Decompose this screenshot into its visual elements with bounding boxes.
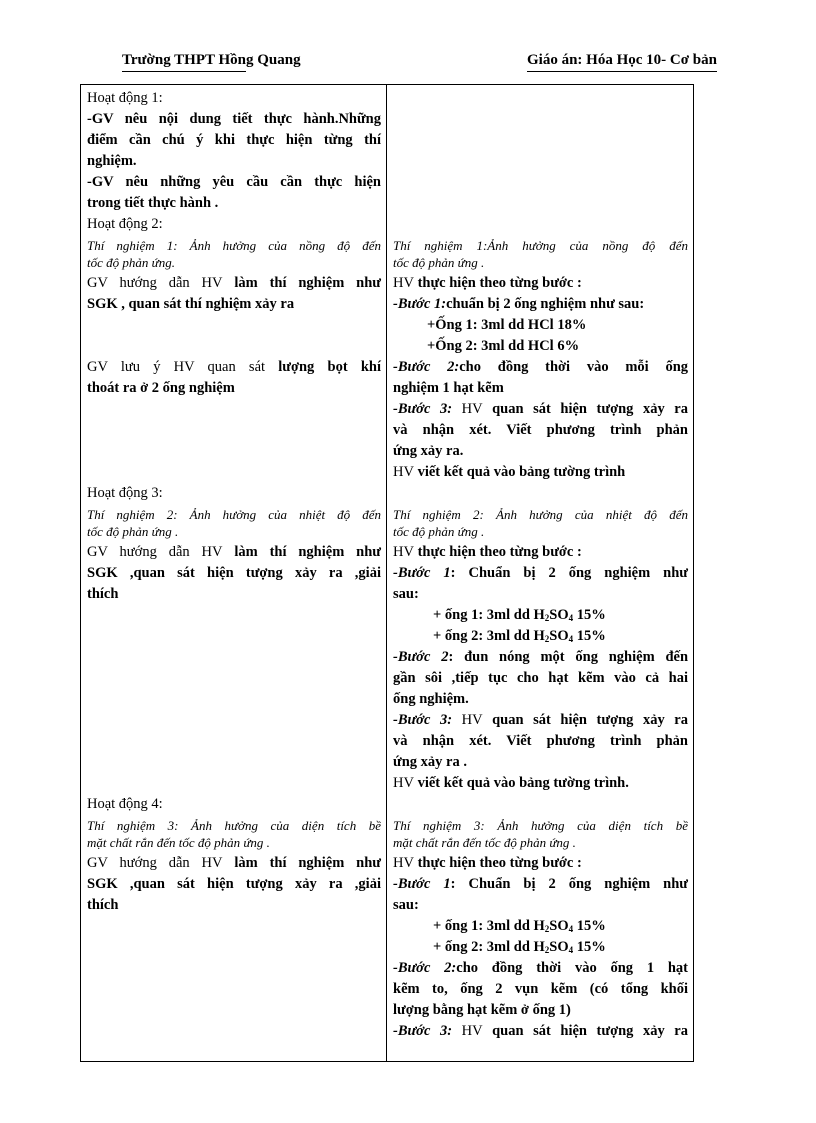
text-span: cho đồng thời vào mỗi ống — [459, 359, 689, 375]
text-line — [393, 853, 688, 874]
text-span: thực hiện theo từng bước : — [413, 544, 582, 560]
text-span: HV — [393, 544, 414, 560]
text-line — [87, 542, 381, 563]
text-line — [393, 462, 688, 483]
text-span: quan sát hiện tượng xảy ra — [482, 1023, 688, 1039]
spacer — [87, 647, 381, 668]
tube-line — [393, 916, 688, 937]
text-span: GV hướng dẫn HV — [87, 544, 223, 560]
subscript: 2 — [544, 945, 550, 955]
text-span: : Chuẩn bị 2 ống nghiệm như — [450, 876, 689, 892]
text-line: trong tiết thực hành . — [87, 195, 219, 211]
experiment-title: Thí nghiệm 2: Ảnh hưởng của nhiệt độ đến — [87, 507, 381, 522]
text-line: điểm cần chú ý khi thực hiện từng thí — [87, 132, 381, 148]
text-span: HV — [393, 775, 414, 791]
spacer — [87, 773, 381, 794]
tube-line: +Ống 2: 3ml dd HCl 6% — [427, 338, 580, 354]
text-span: HV — [393, 855, 414, 871]
text-span: HV — [452, 401, 483, 417]
text-line: sau: — [393, 586, 419, 602]
tube-line — [393, 937, 688, 958]
text-span: : Chuẩn bị 2 ống nghiệm như — [450, 565, 689, 581]
text-line: -GV nêu những yêu cầu cần thực hiện — [87, 174, 381, 190]
text-span: 15% — [573, 607, 606, 623]
text-span: + ống 1: 3ml dd H — [433, 607, 545, 623]
text-span: : đun nóng một ống nghiệm đến — [448, 649, 689, 665]
text-line — [393, 542, 688, 563]
step-line — [393, 710, 688, 731]
text-span: làm thí nghiệm như — [222, 275, 381, 291]
step-line — [393, 294, 688, 315]
text-line: nghiệm. — [87, 153, 137, 169]
text-line: thích — [87, 897, 119, 913]
experiment-title: tốc độ phản ứng . — [393, 255, 485, 270]
text-span: thực hiện theo từng bước : — [413, 275, 582, 291]
step-line — [393, 647, 688, 668]
text-line: và nhận xét. Viết phương trình phản — [393, 733, 688, 749]
subscript: 4 — [568, 613, 574, 623]
experiment-title: Thí nghiệm 3: Ảnh hưởng của diện tích bề — [393, 818, 688, 833]
spacer — [87, 710, 381, 731]
experiment-title: mặt chất rắn đến tốc độ phản ứng . — [393, 835, 576, 850]
text-line: ống nghiệm. — [393, 691, 469, 707]
text-span: làm thí nghiệm như — [222, 855, 381, 871]
text-line: gần sôi ,tiếp tục cho hạt kẽm vào cả hai — [393, 670, 688, 686]
text-line: lượng bằng hạt kẽm ở ống 1) — [393, 1002, 571, 1018]
experiment-title: tốc độ phản ứng. — [87, 255, 175, 270]
activity-3-title: Hoạt động 3: — [87, 485, 163, 501]
text-line: kẽm to, ống 2 vụn kẽm (có tổng khối — [393, 981, 688, 997]
text-line: SGK , quan sát thí nghiệm xảy ra — [87, 296, 295, 312]
subscript: 4 — [568, 945, 574, 955]
text-span: + ống 2: 3ml dd H — [433, 628, 545, 644]
text-span: chuẩn bị 2 ống nghiệm như sau: — [446, 296, 645, 312]
tube-line — [393, 605, 688, 626]
text-span: lượng bọt khí — [265, 359, 381, 375]
step-label: -Bước 3: — [393, 712, 453, 728]
subscript: 2 — [544, 613, 550, 623]
spacer — [87, 399, 381, 420]
text-line: sau: — [393, 897, 419, 913]
text-span: GV lưu ý HV quan sát — [87, 359, 266, 375]
activity-1-title: Hoạt động 1: — [87, 90, 163, 106]
step-label: -Bước 2 — [393, 649, 449, 665]
spacer — [87, 420, 381, 441]
text-span: HV — [452, 1023, 483, 1039]
text-span: 15% — [573, 628, 606, 644]
experiment-title: Thí nghiệm 3: Ảnh hưởng của diện tích bề — [87, 818, 381, 833]
text-line: ứng xảy ra. — [393, 443, 464, 459]
page-header — [0, 52, 816, 76]
activity-4-title: Hoạt động 4: — [87, 796, 163, 812]
text-line — [393, 773, 688, 794]
spacer — [87, 462, 381, 483]
text-line — [393, 273, 688, 294]
text-line: thoát ra ở 2 ống nghiệm — [87, 380, 235, 396]
text-span: 15% — [573, 939, 606, 955]
text-span: GV hướng dẫn HV — [87, 855, 223, 871]
text-span: SO — [549, 918, 569, 934]
text-span: SO — [549, 628, 569, 644]
text-line: nghiệm 1 hạt kẽm — [393, 380, 504, 396]
subscript: 4 — [568, 634, 574, 644]
text-line — [87, 853, 381, 874]
spacer — [393, 88, 688, 235]
spacer — [87, 752, 381, 773]
step-line — [393, 958, 688, 979]
subscript: 4 — [568, 924, 574, 934]
text-line — [87, 357, 381, 378]
text-line — [87, 273, 381, 294]
teacher-column — [81, 85, 387, 1062]
experiment-title: Thí nghiệm 1: Ảnh hưởng của nồng độ đến — [87, 238, 381, 253]
text-span: + ống 2: 3ml dd H — [433, 939, 545, 955]
school-name: Trường THPT Hồng Quang — [122, 52, 246, 72]
step-line — [393, 563, 688, 584]
spacer — [87, 441, 381, 462]
text-span: HV — [393, 464, 414, 480]
tube-line: +Ống 1: 3ml dd HCl 18% — [427, 317, 587, 333]
text-span: HV — [452, 712, 483, 728]
step-label: -Bước 2: — [393, 960, 457, 976]
experiment-title: Thí nghiệm 2: Ảnh hưởng của nhiệt độ đến — [393, 507, 688, 522]
experiment-title: Thí nghiệm 1:Ảnh hưởng của nồng độ đến — [393, 238, 688, 253]
spacer — [87, 605, 381, 626]
spacer — [87, 626, 381, 647]
student-column — [387, 85, 694, 1062]
spacer — [87, 731, 381, 752]
text-span: quan sát hiện tượng xảy ra — [482, 401, 688, 417]
step-line — [393, 874, 688, 895]
spacer — [393, 794, 688, 815]
text-line: -GV nêu nội dung tiết thực hành.Những — [87, 111, 381, 127]
text-span: SO — [549, 939, 569, 955]
text-line: và nhận xét. Viết phương trình phản — [393, 422, 688, 438]
text-span: quan sát hiện tượng xảy ra — [482, 712, 688, 728]
subscript: 2 — [544, 924, 550, 934]
step-line — [393, 399, 688, 420]
text-span: 15% — [573, 918, 606, 934]
activity-2-title: Hoạt động 2: — [87, 216, 163, 232]
step-label: -Bước 1: — [393, 296, 447, 312]
lesson-table — [80, 84, 694, 1062]
text-span: viết kết quả vào bảng tường trình — [413, 464, 626, 480]
experiment-title: mặt chất rắn đến tốc độ phản ứng . — [87, 835, 270, 850]
spacer — [393, 483, 688, 504]
step-line — [393, 357, 688, 378]
text-span: cho đồng thời vào ống 1 hạt — [456, 960, 688, 976]
experiment-title: tốc độ phản ứng . — [393, 524, 485, 539]
text-line: SGK ,quan sát hiện tượng xảy ra ,giải — [87, 876, 381, 892]
subscript: 2 — [544, 634, 550, 644]
step-line — [393, 1021, 688, 1042]
spacer — [87, 336, 381, 357]
spacer — [87, 315, 381, 336]
experiment-title: tốc độ phản ứng . — [87, 524, 179, 539]
step-label: -Bước 1 — [393, 565, 451, 581]
spacer — [87, 689, 381, 710]
step-label: -Bước 3: — [393, 401, 453, 417]
text-span: SO — [549, 607, 569, 623]
text-line: ứng xảy ra . — [393, 754, 467, 770]
text-span: HV — [393, 275, 414, 291]
text-line: thích — [87, 586, 119, 602]
step-label: -Bước 3: — [393, 1023, 453, 1039]
text-span: thực hiện theo từng bước : — [413, 855, 582, 871]
text-line: SGK ,quan sát hiện tượng xảy ra ,giải — [87, 565, 381, 581]
lesson-title: Giáo án: Hóa Học 10- Cơ bản — [527, 52, 717, 72]
tube-line — [393, 626, 688, 647]
text-span: làm thí nghiệm như — [222, 544, 381, 560]
table-row — [81, 85, 694, 1062]
text-span: + ống 1: 3ml dd H — [433, 918, 545, 934]
step-label: -Bước 1 — [393, 876, 451, 892]
text-span: GV hướng dẫn HV — [87, 275, 223, 291]
spacer — [87, 668, 381, 689]
text-span: viết kết quả vào bảng tường trình. — [413, 775, 629, 791]
step-label: -Bước 2: — [393, 359, 460, 375]
